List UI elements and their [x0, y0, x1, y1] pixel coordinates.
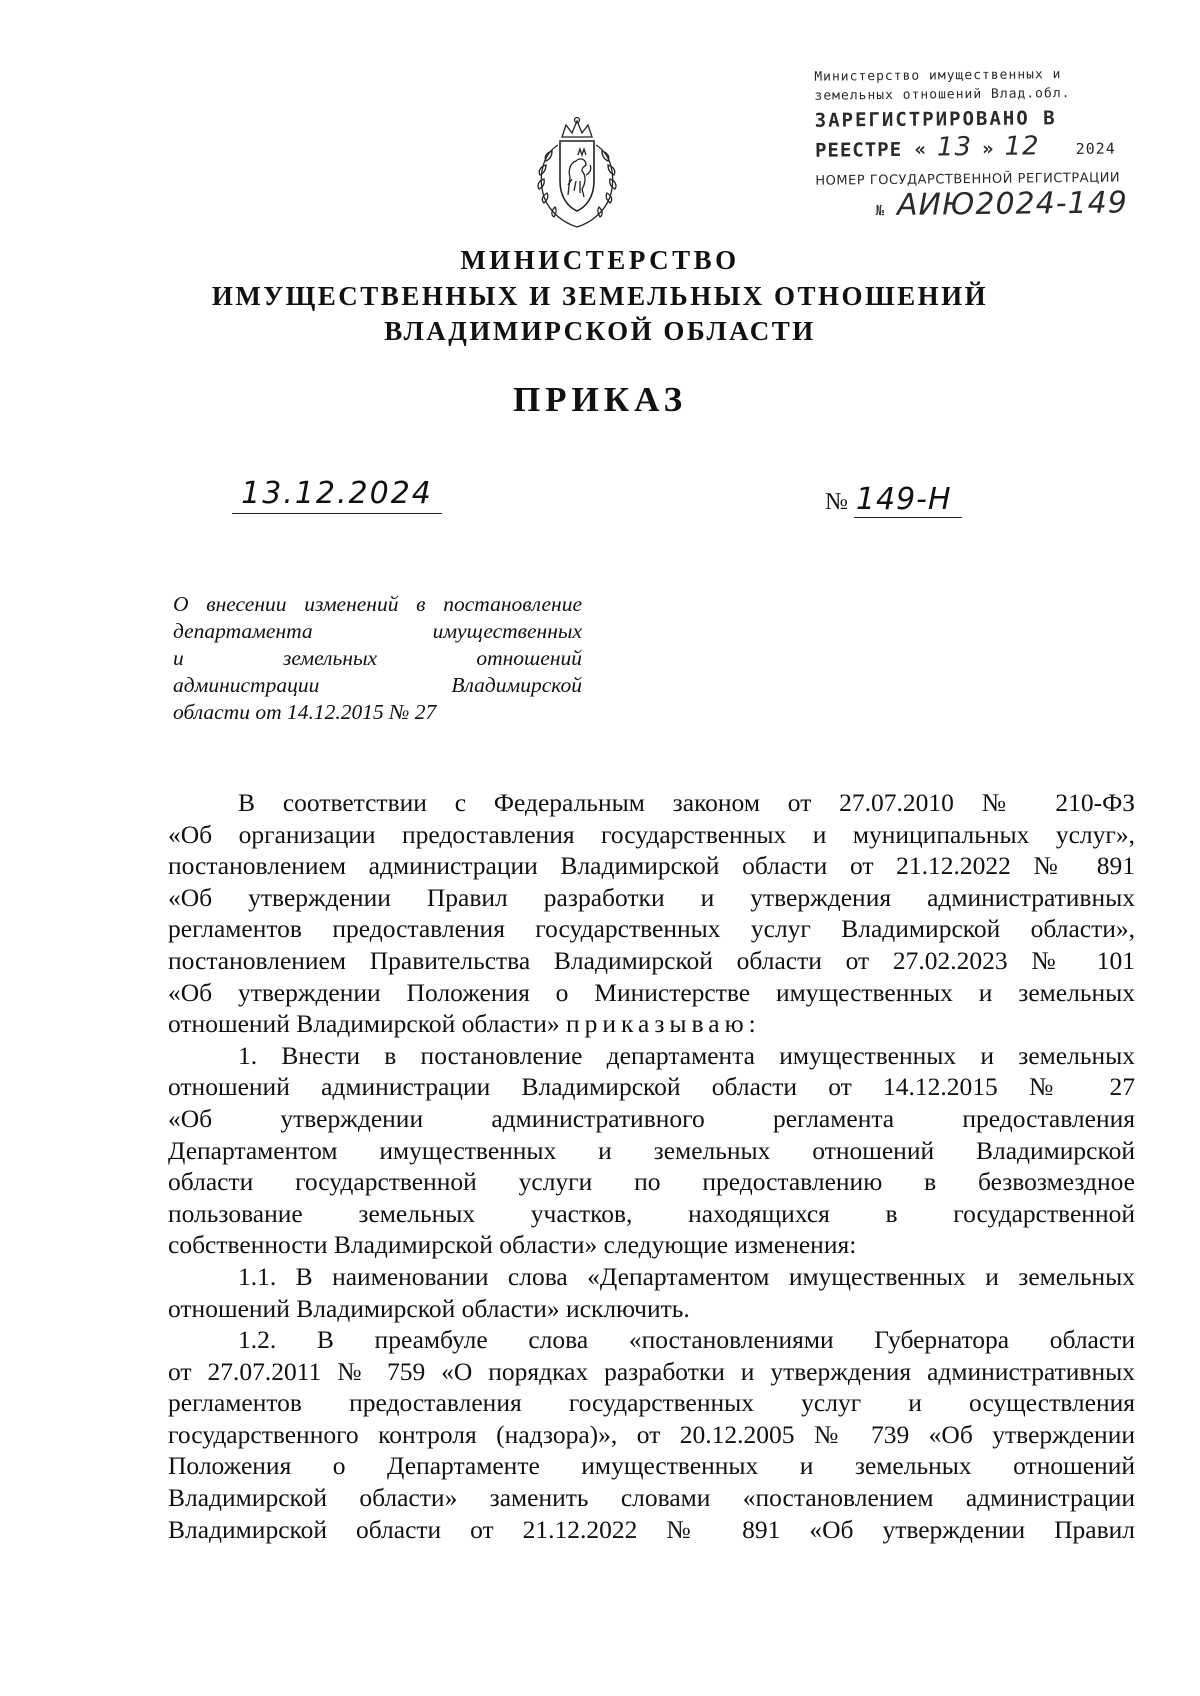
- body-line: В соответствии с Федеральным законом от 27.07.2010 № 210-ФЗ: [238, 788, 1135, 817]
- stamp-day: 13: [936, 132, 973, 163]
- stamp-registry-mid: »: [981, 137, 995, 160]
- body-line: [168, 1008, 1135, 1040]
- order-date: 13.12.2024: [232, 476, 442, 514]
- body-line: 1. Внести в постановление департамента имущественных и земельных: [238, 1040, 1135, 1070]
- order-subject: [173, 591, 582, 726]
- stamp-number-sign: №: [875, 202, 886, 220]
- body-line: «Об утверждении административного регламента предоставления: [168, 1103, 1135, 1133]
- body-line: постановлением Правительства Владимирской области от 27.02.2023 № 101: [168, 945, 1135, 975]
- body-line: постановлением администрации Владимирской области от 21.12.2022 № 891: [168, 851, 1135, 881]
- number-sign: №: [825, 489, 848, 515]
- stamp-reg-number-row: [875, 185, 1145, 223]
- body-line: «Об организации предоставления государственных и муниципальных услуг»,: [168, 819, 1135, 849]
- body-line: «Об утверждении Правил разработки и утверждения административных: [168, 882, 1135, 912]
- ministry-title-line-2: ИМУЩЕСТВЕННЫХ И ЗЕМЕЛЬНЫХ ОТНОШЕНИЙ: [211, 281, 989, 311]
- stamp-line-5: НОМЕР ГОСУДАРСТВЕННОЙ РЕГИСТРАЦИИ: [815, 170, 1121, 189]
- stamp-registry-date: [815, 130, 1145, 163]
- order-number-row: [825, 482, 962, 518]
- body-line: пользование земельных участков, находящихся в государственной: [168, 1198, 1135, 1228]
- body-line: собственности Владимирской области» следующие изменения:: [168, 1230, 857, 1260]
- order-number: 149-Н: [854, 482, 962, 518]
- stamp-line-1: Министерство имущественных и: [814, 67, 1062, 85]
- body-line: от 27.07.2011 № 759 «О порядках разработки и утверждения административных: [168, 1356, 1135, 1386]
- body-line: области государственной услуги по предоставлению в безвозмездное: [168, 1167, 1135, 1197]
- subject-line: О внесении изменений в постановление: [173, 592, 582, 616]
- body-line: регламентов предоставления государственных услуг Владимирской области»,: [168, 914, 1135, 944]
- body-line: Положения о Департаменте имущественных и земельных отношений: [168, 1451, 1135, 1481]
- ministry-title-line-3: ВЛАДИМИРСКОЙ ОБЛАСТИ: [384, 316, 816, 346]
- subject-line: и земельных отношений: [173, 646, 582, 670]
- body-line: Департаментом имущественных и земельных отношений Владимирской: [168, 1135, 1135, 1165]
- ministry-title-line-1: МИНИСТЕРСТВО: [460, 245, 740, 275]
- body-line-text: отношений Владимирской области»: [168, 1009, 560, 1039]
- stamp-year: 2024: [1075, 139, 1116, 158]
- stamp-line-3: ЗАРЕГИСТРИРОВАНО В: [814, 107, 1057, 132]
- body-line: 1.1. В наименовании слова «Департаментом имущественных и земельных: [238, 1261, 1135, 1291]
- body-line: государственного контроля (надзора)», от 20.12.2005 № 739 «Об утверждении: [168, 1419, 1135, 1449]
- body-line: Владимирской области от 21.12.2022 № 891 «Об утверждении Правил: [168, 1514, 1135, 1544]
- registration-stamp: [814, 66, 1146, 223]
- subject-line: департамента имущественных: [173, 619, 582, 643]
- body-line: Владимирской области» заменить словами «постановлением администрации: [168, 1483, 1135, 1513]
- document-type: ПРИКАЗ: [512, 380, 688, 419]
- body-line: «Об утверждении Положения о Министерстве имущественных и земельных: [168, 977, 1135, 1007]
- body-line: 1.2. В преамбуле слова «постановлениями Губернатора области: [238, 1325, 1135, 1355]
- body-line: отношений администрации Владимирской области от 14.12.2015 № 27: [168, 1072, 1135, 1102]
- subject-line: области от 14.12.2015 № 27: [173, 700, 437, 724]
- coat-of-arms-icon: [528, 115, 626, 233]
- stamp-reg-number: АИЮ2024-149: [896, 185, 1129, 223]
- stamp-month: 12: [1004, 131, 1040, 162]
- body-line: регламентов предоставления государственных услуг и осуществления: [168, 1388, 1135, 1418]
- order-directive: приказываю:: [565, 1009, 761, 1039]
- order-body: [168, 787, 1135, 1545]
- subject-line: администрации Владимирской: [173, 673, 582, 697]
- stamp-line-2: земельных отношений Влад.обл.: [814, 86, 1071, 104]
- body-line: отношений Владимирской области» исключить.: [168, 1293, 690, 1323]
- stamp-registry-prefix: РЕЕСТРЕ «: [814, 138, 928, 162]
